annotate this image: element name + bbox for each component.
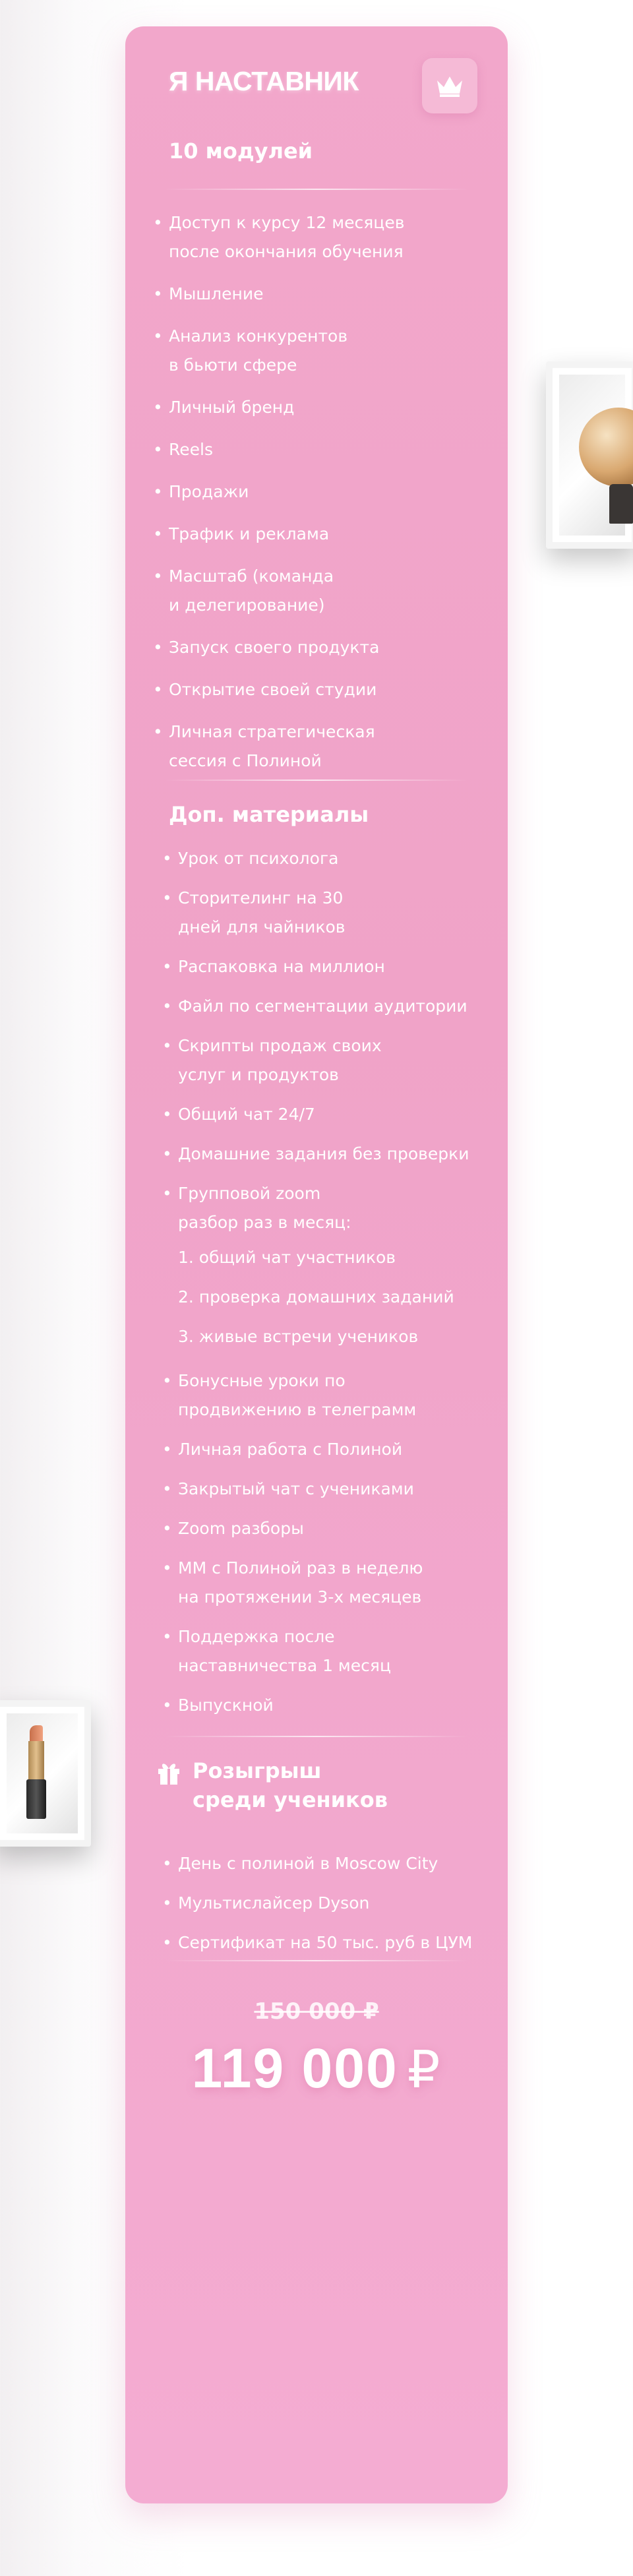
list-item xyxy=(162,844,495,873)
list-item-text: Закрытый чат с учениками xyxy=(178,1479,414,1498)
list-item-text: Мышление xyxy=(169,284,264,303)
list-item xyxy=(153,208,485,266)
list-item-text: услуг и продуктов xyxy=(178,1065,339,1084)
list-item-text: сессия с Полиной xyxy=(169,751,322,770)
divider xyxy=(165,1960,468,1961)
list-item-text: Личная стратегическая xyxy=(169,722,375,741)
list-item-text: продвижению в телеграмм xyxy=(178,1400,417,1419)
list-item xyxy=(162,1366,495,1425)
list-item-text: Личный бренд xyxy=(169,398,295,417)
numbered-item: 3. живые встречи учеников xyxy=(178,1327,419,1346)
new-price-value: 119 000 xyxy=(191,2037,398,2099)
divider xyxy=(165,780,468,781)
list-item xyxy=(162,1179,495,1237)
bullet-icon: • xyxy=(162,1144,172,1163)
list-item-text: Групповой zoom xyxy=(178,1184,321,1203)
list-item xyxy=(153,322,485,380)
list-item-text: Общий чат 24/7 xyxy=(178,1105,315,1124)
list-item-text: Скрипты продаж своих xyxy=(178,1036,382,1055)
crown-badge xyxy=(422,58,477,113)
extras-title: Доп. материалы xyxy=(169,802,369,827)
lipstick-body xyxy=(28,1741,44,1782)
list-item xyxy=(162,1140,495,1169)
bullet-icon: • xyxy=(162,1558,172,1578)
list-item-text: Сертификат на 50 тыс. руб в ЦУМ xyxy=(178,1933,473,1952)
numbered-item: 2. проверка домашних заданий xyxy=(178,1287,454,1306)
gift-icon xyxy=(156,1760,182,1786)
list-item xyxy=(162,1928,495,1957)
list-item-text: Мультислайсер Dyson xyxy=(178,1893,370,1913)
list-item-text: Reels xyxy=(169,440,213,459)
extras-list-continued xyxy=(162,1366,495,1731)
giveaway-title-line2: среди учеников xyxy=(193,1787,388,1812)
bullet-icon: • xyxy=(153,722,163,741)
list-item-text: в бьюти сфере xyxy=(169,355,297,375)
list-item-text: после окончания обучения xyxy=(169,242,404,261)
crown-icon xyxy=(435,74,465,98)
bullet-icon: • xyxy=(153,638,163,657)
list-item xyxy=(153,393,485,422)
list-item xyxy=(162,1849,495,1878)
divider xyxy=(165,1736,468,1737)
list-item-text: Домашние задания без проверки xyxy=(178,1144,469,1163)
list-item xyxy=(162,952,495,981)
bullet-icon: • xyxy=(153,326,163,346)
list-item-text: Сторителинг на 30 xyxy=(178,888,344,907)
list-item xyxy=(153,718,485,776)
list-item-text: День с полиной в Moscow City xyxy=(178,1854,438,1873)
bullet-icon: • xyxy=(162,1440,172,1459)
bullet-icon: • xyxy=(153,440,163,459)
bullet-icon: • xyxy=(153,398,163,417)
currency-sign: ₽ xyxy=(407,2040,442,2099)
tariff-title: Я НАСТАВНИК xyxy=(169,66,359,96)
bullet-icon: • xyxy=(162,957,172,976)
bullet-icon: • xyxy=(162,1933,172,1952)
decor-shelf-globe xyxy=(546,361,633,549)
bullet-icon: • xyxy=(162,1105,172,1124)
list-item-text: Трафик и реклама xyxy=(169,524,330,543)
list-item-text: на протяжении 3-х месяцев xyxy=(178,1587,422,1607)
bullet-icon: • xyxy=(162,1371,172,1390)
bullet-icon: • xyxy=(153,482,163,501)
list-item-text: Открытие своей студии xyxy=(169,680,377,699)
old-price: 150 000 ₽ xyxy=(254,1998,379,2025)
list-item xyxy=(162,1435,495,1464)
list-item xyxy=(162,992,495,1021)
giveaway-list xyxy=(162,1849,495,1968)
list-item-text: Личная работа с Полиной xyxy=(178,1440,403,1459)
list-item-text: Масштаб (команда xyxy=(169,567,334,586)
modules-title: 10 модулей xyxy=(169,138,313,164)
list-item xyxy=(153,280,485,309)
bullet-icon: • xyxy=(162,1854,172,1873)
bullet-icon: • xyxy=(162,1479,172,1498)
list-item xyxy=(162,1514,495,1543)
extras-list xyxy=(162,844,495,1248)
modules-list xyxy=(153,208,485,789)
list-item-text: Продажи xyxy=(169,482,249,501)
list-item-text: Урок от психолога xyxy=(178,849,339,868)
list-item-text: Распаковка на миллион xyxy=(178,957,385,976)
list-item-text: Zoom разборы xyxy=(178,1519,304,1538)
list-item xyxy=(153,675,485,704)
bullet-icon: • xyxy=(162,1036,172,1055)
divider xyxy=(165,189,468,190)
list-item xyxy=(162,1889,495,1918)
list-item-text: наставничества 1 месяц xyxy=(178,1656,391,1675)
list-item-text: Выпускной xyxy=(178,1696,274,1715)
list-item-text: дней для чайников xyxy=(178,917,346,936)
list-item-text: Файл по сегментации аудитории xyxy=(178,997,467,1016)
list-item xyxy=(153,633,485,662)
list-item xyxy=(162,884,495,942)
decor-shelf-lipstick xyxy=(0,1700,91,1847)
list-item xyxy=(162,1031,495,1089)
list-item-text: Запуск своего продукта xyxy=(169,638,380,657)
lipstick-cap xyxy=(26,1779,46,1819)
bullet-icon: • xyxy=(162,997,172,1016)
globe-stand xyxy=(609,484,633,524)
list-item xyxy=(153,477,485,506)
bullet-icon: • xyxy=(153,680,163,699)
list-item xyxy=(162,1475,495,1504)
list-item-text: разбор раз в месяц: xyxy=(178,1213,351,1232)
bullet-icon: • xyxy=(162,1696,172,1715)
bullet-icon: • xyxy=(162,888,172,907)
list-item xyxy=(162,1691,495,1720)
list-item xyxy=(162,1554,495,1612)
giveaway-title-line1: Розыгрыш xyxy=(193,1758,322,1783)
bullet-icon: • xyxy=(153,284,163,303)
bullet-icon: • xyxy=(162,1519,172,1538)
bullet-icon: • xyxy=(153,524,163,543)
list-item xyxy=(153,435,485,464)
tariff-card xyxy=(125,26,508,2503)
bullet-icon: • xyxy=(162,849,172,868)
new-price xyxy=(125,2037,508,2101)
list-item-text: Поддержка после xyxy=(178,1627,335,1646)
bullet-icon: • xyxy=(162,1184,172,1203)
list-item-text: Бонусные уроки по xyxy=(178,1371,346,1390)
list-item-text: ММ с Полиной раз в неделю xyxy=(178,1558,423,1578)
bullet-icon: • xyxy=(162,1627,172,1646)
list-item xyxy=(162,1100,495,1129)
numbered-item: 1. общий чат участников xyxy=(178,1248,396,1267)
list-item xyxy=(153,562,485,620)
list-item xyxy=(153,520,485,549)
bullet-icon: • xyxy=(153,213,163,232)
list-item-text: Анализ конкурентов xyxy=(169,326,348,346)
list-item-text: и делегирование) xyxy=(169,596,325,615)
bullet-icon: • xyxy=(153,567,163,586)
bullet-icon: • xyxy=(162,1893,172,1913)
list-item-text: Доступ к курсу 12 месяцев xyxy=(169,213,405,232)
list-item xyxy=(162,1622,495,1680)
